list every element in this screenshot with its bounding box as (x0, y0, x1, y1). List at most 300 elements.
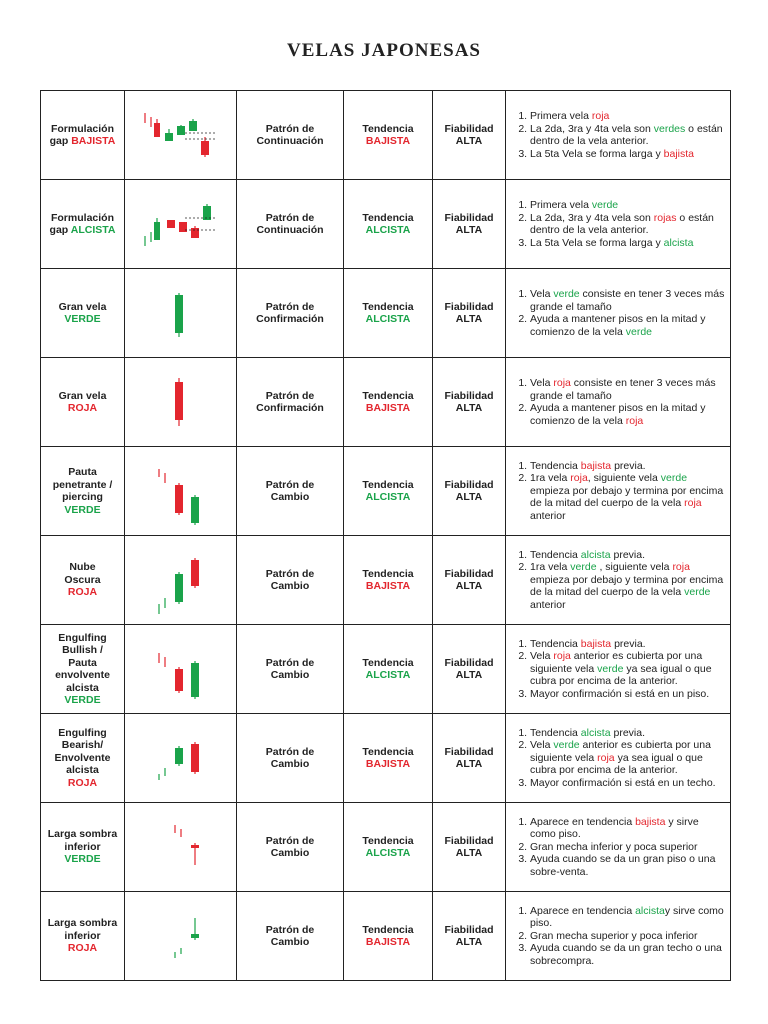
pattern-type: Patrón de (265, 834, 315, 847)
description-list (514, 638, 726, 701)
pattern-name: gap (49, 135, 72, 147)
candle-body (179, 222, 187, 232)
table-row (41, 625, 731, 714)
description-list (514, 816, 726, 879)
description-cell (506, 269, 731, 358)
candlestick-icon-cell (125, 447, 237, 536)
pattern-name: Larga sombra (47, 917, 118, 930)
pattern-name: Pauta (68, 466, 97, 478)
pattern-type: Patrón de (265, 478, 315, 491)
pattern-type: Patrón de (265, 389, 315, 402)
pattern-color-label: VERDE (64, 853, 101, 866)
description-item (530, 841, 726, 854)
description-text: anterior es cubierta por una siguiente vela (530, 739, 711, 764)
trend-value: BAJISTA (365, 402, 411, 414)
pattern-type: Patrón de (265, 567, 315, 580)
reliability-label: Fiabilidad (444, 478, 494, 491)
description-list (514, 905, 726, 968)
candle-body (189, 121, 197, 131)
candlestick-icon-cell (125, 625, 237, 714)
table-row (41, 269, 731, 358)
candle-body (165, 133, 173, 141)
trend-value: ALCISTA (365, 847, 411, 859)
reliability-label: Fiabilidad (444, 656, 494, 669)
pattern-type: Cambio (270, 847, 310, 859)
pattern-name: Envolvente (54, 751, 111, 764)
description-text: anterior es cubierta por una siguiente vela (530, 650, 703, 675)
description-text: La 2da, 3ra y 4ta vela son (530, 122, 654, 135)
candle-body (175, 574, 183, 602)
trend-label: Tendencia (362, 300, 414, 313)
description-item (530, 402, 726, 427)
pattern-type-cell (237, 892, 344, 981)
trend-cell (344, 91, 433, 180)
description-text: previa. (610, 548, 645, 561)
candlestick-icon-cell (125, 892, 237, 981)
description-text: Gran mecha superior y poca inferior (530, 929, 698, 942)
description-item (530, 650, 726, 688)
reliability-cell (433, 625, 506, 714)
description-item (530, 313, 726, 338)
description-text: verde (553, 288, 580, 300)
description-text: bajista (580, 637, 612, 650)
reliability-label: Fiabilidad (444, 923, 494, 936)
pattern-color-label: ROJA (67, 776, 98, 789)
reliability-value: ALTA (455, 224, 483, 236)
pattern-type: Cambio (270, 669, 310, 681)
description-item (530, 930, 726, 943)
description-text: anterior (530, 598, 566, 611)
description-item (530, 739, 726, 777)
reliability-value: ALTA (455, 936, 483, 948)
pattern-type: Continuación (256, 224, 324, 236)
description-text: roja (672, 561, 690, 574)
pattern-color-label: VERDE (64, 694, 101, 706)
trend-value: BAJISTA (365, 135, 411, 147)
description-text: verde (684, 586, 711, 599)
description-text: verde (570, 561, 597, 574)
description-cell (506, 803, 731, 892)
reliability-cell (433, 358, 506, 447)
trend-label: Tendencia (362, 478, 414, 491)
pattern-type: Confirmación (256, 313, 324, 325)
description-list (514, 549, 726, 612)
description-text: roja (553, 377, 571, 389)
trend-label: Tendencia (362, 211, 414, 224)
table-row (41, 91, 731, 180)
description-text: alcista (635, 904, 665, 917)
description-text: anterior (530, 509, 566, 522)
description-list (514, 377, 726, 427)
table-row (41, 892, 731, 981)
candle-body (201, 141, 209, 155)
candle-body (191, 663, 199, 697)
description-text: Mayor confirmación si está en un techo. (530, 776, 716, 789)
reliability-label: Fiabilidad (444, 834, 494, 847)
pattern-type: Patrón de (265, 923, 315, 936)
description-text: Tendencia (530, 459, 581, 472)
candlestick-icon-cell (125, 180, 237, 269)
candle-body (191, 228, 199, 238)
reliability-value: ALTA (455, 313, 483, 325)
pattern-name: alcista (66, 681, 99, 694)
description-text: previa. (610, 726, 645, 739)
description-text: La 5ta Vela se forma larga y (530, 236, 664, 249)
candle-body (175, 382, 183, 420)
candle-body (191, 560, 199, 586)
pattern-type: Confirmación (256, 402, 324, 414)
candlestick-diagram (125, 894, 237, 978)
pattern-name: piercing (62, 491, 103, 503)
description-text: y sirve como piso. (530, 815, 699, 841)
reliability-cell (433, 180, 506, 269)
pattern-type: Cambio (270, 491, 310, 503)
candle-body (175, 485, 183, 513)
candlestick-diagram (125, 627, 237, 711)
description-text: Ayuda a mantener pisos en la mitad y comienzo de la vela (530, 313, 706, 338)
description-text: bajista (580, 459, 612, 472)
candlestick-diagram (125, 538, 237, 622)
trend-cell (344, 447, 433, 536)
pattern-name-cell (41, 803, 125, 892)
pattern-name-cell (41, 714, 125, 803)
pattern-name: Engulfing (58, 726, 107, 739)
candle-body (191, 497, 199, 523)
trend-cell (344, 536, 433, 625)
pattern-type: Patrón de (265, 122, 315, 135)
description-text: previa. (611, 459, 646, 472)
description-text: Vela (530, 288, 554, 300)
trend-value: BAJISTA (365, 758, 411, 770)
trend-value: BAJISTA (365, 580, 411, 592)
description-item (530, 237, 726, 250)
description-item (530, 212, 726, 237)
description-cell (506, 892, 731, 981)
pattern-type-cell (237, 180, 344, 269)
description-text: y sirve como piso. (530, 904, 724, 930)
pattern-type-cell (237, 803, 344, 892)
table-row (41, 358, 731, 447)
description-text: Tendencia (530, 637, 581, 650)
description-item (530, 688, 726, 701)
trend-label: Tendencia (362, 656, 414, 669)
pattern-name: Oscura (64, 573, 101, 586)
pattern-type-cell (237, 625, 344, 714)
candlestick-table (40, 90, 731, 981)
pattern-color-label: BAJISTA (71, 135, 116, 147)
trend-cell (344, 358, 433, 447)
description-text: Vela (530, 739, 554, 752)
description-text: Ayuda a mantener pisos en la mitad y comienzo de la vela (530, 402, 706, 427)
description-list (514, 460, 726, 523)
reliability-cell (433, 269, 506, 358)
pattern-name: inferior (64, 840, 101, 853)
reliability-value: ALTA (455, 847, 483, 859)
trend-value: BAJISTA (365, 936, 411, 948)
table-row (41, 180, 731, 269)
description-item (530, 942, 726, 967)
candlestick-diagram (125, 271, 237, 355)
description-text: empieza por debajo y termina por encima de la mitad del cuerpo de la vela (530, 484, 724, 510)
description-text: La 2da, 3ra y 4ta vela son (530, 211, 654, 224)
description-text: Aparece en tendencia (530, 904, 636, 917)
description-text: 1ra vela (530, 472, 571, 485)
reliability-label: Fiabilidad (444, 211, 494, 224)
table-row (41, 714, 731, 803)
description-text: alcista (663, 236, 694, 249)
candle-body (154, 123, 160, 137)
pattern-type: Patrón de (265, 745, 315, 758)
trend-label: Tendencia (362, 834, 414, 847)
description-text: roja (597, 751, 615, 764)
candlestick-icon-cell (125, 269, 237, 358)
description-text: verde (625, 325, 652, 338)
pattern-type: Patrón de (265, 656, 315, 669)
description-text: previa. (611, 637, 646, 650)
description-text: o están dentro de la vela anterior. (530, 211, 714, 236)
description-list (514, 727, 726, 790)
pattern-name: Bearish/ (61, 739, 104, 752)
pattern-name-cell (41, 269, 125, 358)
reliability-cell (433, 536, 506, 625)
pattern-name-cell (41, 358, 125, 447)
trend-label: Tendencia (362, 122, 414, 135)
candlestick-diagram (125, 93, 237, 177)
pattern-type: Patrón de (265, 300, 315, 313)
trend-value: ALCISTA (365, 313, 411, 325)
reliability-label: Fiabilidad (444, 300, 494, 313)
pattern-name: Larga sombra (47, 828, 118, 841)
description-list (514, 199, 726, 249)
reliability-cell (433, 447, 506, 536)
trend-cell (344, 714, 433, 803)
description-item (530, 123, 726, 148)
reliability-cell (433, 91, 506, 180)
reliability-label: Fiabilidad (444, 745, 494, 758)
description-item (530, 549, 726, 562)
description-text: ya sea igual o que cubra por encima de la anterior. (530, 751, 703, 777)
description-item (530, 148, 726, 161)
candlestick-icon-cell (125, 803, 237, 892)
description-text: 1ra vela (530, 561, 571, 574)
trend-cell (344, 803, 433, 892)
description-text: Vela (530, 377, 554, 389)
candlestick-diagram (125, 805, 237, 889)
pattern-type-cell (237, 269, 344, 358)
description-text: bajista (635, 815, 666, 828)
pattern-color-label: VERDE (64, 313, 101, 325)
description-text: Aparece en tendencia (530, 815, 636, 828)
description-text: empieza por debajo y termina por encima de la mitad del cuerpo de la vela (530, 573, 724, 599)
description-text: consiste en tener 3 veces más grande el tamaño (530, 288, 725, 313)
description-text: roja (591, 110, 610, 122)
pattern-name: penetrante / (52, 478, 113, 491)
table-row (41, 803, 731, 892)
description-item (530, 460, 726, 473)
trend-cell (344, 892, 433, 981)
description-text: Ayuda cuando se da un gran techo o una sobrecompra. (530, 942, 722, 967)
description-cell (506, 447, 731, 536)
pattern-name: gap (49, 224, 71, 236)
trend-label: Tendencia (362, 389, 414, 402)
description-list (514, 110, 726, 160)
pattern-name: Nube (69, 561, 96, 574)
pattern-name: Pauta (68, 656, 97, 669)
trend-cell (344, 625, 433, 714)
description-cell (506, 180, 731, 269)
description-text: La 5ta Vela se forma larga y (530, 147, 664, 160)
pattern-color-label: VERDE (64, 503, 101, 516)
pattern-type-cell (237, 714, 344, 803)
description-cell (506, 625, 731, 714)
pattern-name: Bullish / (62, 644, 103, 656)
pattern-type: Cambio (270, 758, 310, 770)
pattern-name-cell (41, 180, 125, 269)
description-text: roja (684, 497, 702, 510)
trend-label: Tendencia (362, 923, 414, 936)
candlestick-icon-cell (125, 358, 237, 447)
table-row (41, 536, 731, 625)
trend-label: Tendencia (362, 745, 414, 758)
pattern-color-label: ROJA (67, 586, 98, 599)
description-text: Vela (530, 650, 554, 663)
description-text: Tendencia (530, 548, 581, 561)
candle-body (167, 220, 175, 228)
candlestick-icon-cell (125, 91, 237, 180)
reliability-cell (433, 892, 506, 981)
pattern-type: Patrón de (265, 211, 315, 224)
pattern-name: alcista (66, 764, 99, 777)
description-text: alcista (580, 726, 611, 739)
description-list (514, 288, 726, 338)
reliability-value: ALTA (455, 491, 483, 503)
pattern-name-cell (41, 892, 125, 981)
description-text: Mayor confirmación si está en un piso. (530, 687, 710, 700)
description-text: , siguiente vela (587, 472, 661, 485)
pattern-color-label: ROJA (67, 942, 98, 955)
description-item (530, 561, 726, 611)
reliability-value: ALTA (455, 580, 483, 592)
reliability-cell (433, 803, 506, 892)
pattern-type-cell (237, 447, 344, 536)
pattern-color-label: ROJA (67, 402, 98, 414)
reliability-cell (433, 714, 506, 803)
trend-value: ALCISTA (365, 224, 411, 236)
description-text: verde (597, 662, 624, 675)
reliability-value: ALTA (455, 135, 483, 147)
pattern-name: Formulación (50, 122, 114, 135)
description-item (530, 199, 726, 212)
description-cell (506, 91, 731, 180)
candle-body (154, 222, 160, 240)
description-text: verde (660, 472, 688, 485)
description-text: Tendencia (530, 726, 581, 739)
description-text: Gran mecha inferior y poca superior (530, 840, 698, 853)
candlestick-diagram (125, 182, 237, 266)
description-text: consiste en tener 3 veces más grande el tamaño (530, 377, 716, 402)
pattern-type-cell (237, 358, 344, 447)
description-text: alcista (580, 548, 611, 561)
description-cell (506, 714, 731, 803)
pattern-type-cell (237, 536, 344, 625)
page-title: VELAS JAPONESAS (287, 40, 481, 61)
description-item (530, 777, 726, 790)
description-item (530, 905, 726, 930)
description-item (530, 472, 726, 522)
pattern-name-cell (41, 536, 125, 625)
trend-cell (344, 269, 433, 358)
description-text: verde (553, 739, 580, 752)
description-text: rojas (653, 211, 677, 224)
reliability-value: ALTA (455, 402, 483, 414)
description-text: roja (553, 650, 571, 663)
reliability-value: ALTA (455, 758, 483, 770)
reliability-label: Fiabilidad (444, 122, 494, 135)
pattern-name-cell (41, 447, 125, 536)
trend-value: ALCISTA (365, 491, 411, 503)
description-item (530, 638, 726, 651)
description-text: o están dentro de la vela anterior. (530, 122, 723, 147)
pattern-type: Cambio (270, 936, 310, 948)
table-row (41, 447, 731, 536)
reliability-label: Fiabilidad (444, 389, 494, 402)
candle-body (191, 845, 199, 848)
pattern-name: envolvente (55, 669, 110, 681)
candle-body (191, 934, 199, 938)
candle-body (175, 748, 183, 764)
candle-body (175, 669, 183, 691)
description-item (530, 288, 726, 313)
description-cell (506, 358, 731, 447)
description-text: roja (625, 414, 644, 427)
candlestick-diagram (125, 360, 237, 444)
candlestick-diagram (125, 449, 237, 533)
description-item (530, 110, 726, 123)
description-text: verde (591, 199, 619, 211)
description-text: verdes (653, 122, 686, 135)
description-item (530, 377, 726, 402)
pattern-name: Engulfing (58, 631, 107, 644)
pattern-type: Continuación (256, 135, 324, 147)
description-text: Primera vela (530, 110, 592, 122)
description-item (530, 816, 726, 841)
description-item (530, 727, 726, 740)
pattern-name: Formulación (50, 211, 114, 224)
candlestick-icon-cell (125, 536, 237, 625)
description-item (530, 853, 726, 878)
pattern-name: Gran vela (58, 389, 107, 402)
reliability-value: ALTA (455, 669, 483, 681)
reliability-label: Fiabilidad (444, 567, 494, 580)
trend-label: Tendencia (362, 567, 414, 580)
description-cell (506, 536, 731, 625)
candle-body (175, 295, 183, 333)
trend-value: ALCISTA (365, 669, 411, 681)
pattern-type-cell (237, 91, 344, 180)
description-text: ya sea igual o que cubra por encima de la anterior. (530, 662, 712, 688)
candle-body (177, 126, 185, 135)
description-text: , siguiente vela (596, 561, 673, 574)
trend-cell (344, 180, 433, 269)
pattern-name: Gran vela (58, 300, 107, 313)
pattern-name-cell (41, 91, 125, 180)
candlestick-diagram (125, 716, 237, 800)
pattern-color-label: ALCISTA (70, 224, 116, 236)
pattern-name-cell (41, 625, 125, 714)
candle-body (191, 744, 199, 772)
pattern-type: Cambio (270, 580, 310, 592)
candlestick-icon-cell (125, 714, 237, 803)
